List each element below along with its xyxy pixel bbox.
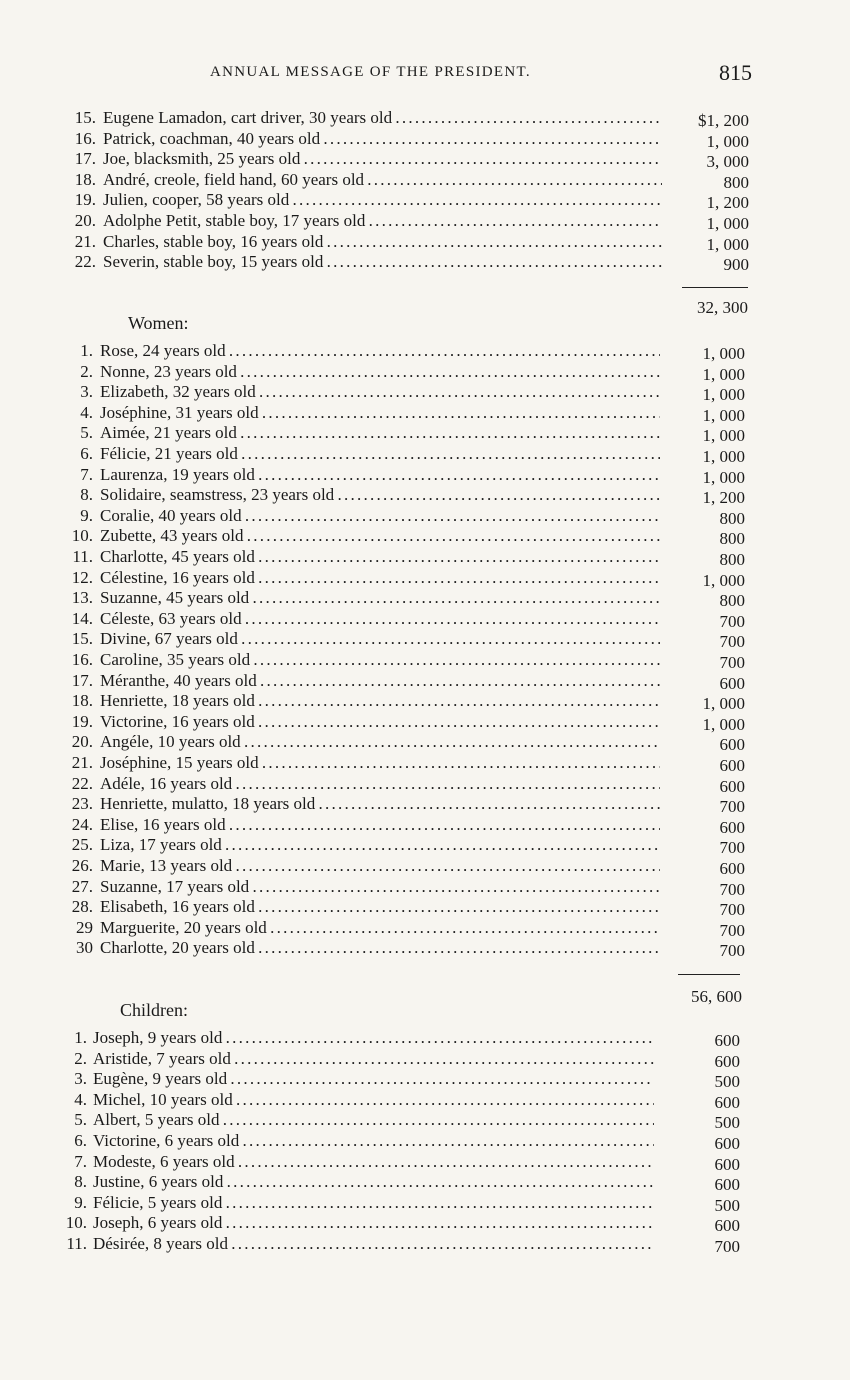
- list-item: [0, 340, 850, 361]
- entry-value: 500: [714, 1072, 740, 1092]
- list-item: [0, 231, 850, 252]
- entry-value: 1, 000: [706, 214, 749, 233]
- list-item: [0, 567, 850, 588]
- entry-number: 30: [76, 938, 93, 958]
- list-item: [0, 361, 850, 382]
- entry-text: Zubette, 43 years old . . .: [100, 525, 660, 546]
- entry-number: 25.: [71, 835, 93, 855]
- list-item: [0, 128, 850, 149]
- list-item: [0, 505, 850, 526]
- entry-text: Patrick, coachman, 40 years old . . .: [103, 128, 662, 149]
- list-item: [0, 1027, 850, 1048]
- entry-text: Julien, cooper, 58 years old . . .: [103, 189, 662, 210]
- entry-number: 24.: [71, 814, 93, 834]
- entry-number: 23.: [71, 794, 93, 814]
- entry-value: 3, 000: [706, 152, 749, 172]
- entry-number: 22.: [71, 773, 93, 793]
- list-item: [0, 731, 850, 755]
- entry-text: Charlotte, 45 years old . . .: [100, 546, 660, 567]
- entry-value: 1, 000: [702, 570, 745, 590]
- entry-value: 600: [714, 1134, 740, 1153]
- entry-text: Liza, 17 years old . . .: [100, 834, 660, 855]
- entry-text: Célestine, 16 years old . . .: [100, 567, 660, 588]
- entry-number: 20.: [71, 732, 93, 752]
- entry-number: 29: [76, 917, 93, 937]
- entry-text: Elise, 16 years old . . .: [100, 814, 660, 835]
- entry-text: Eugene Lamadon, cart driver, 30 years old . . .: [103, 107, 662, 128]
- entry-text: Suzanne, 17 years old . . .: [100, 876, 660, 897]
- entry-number: 28.: [71, 897, 93, 917]
- entry-value: 1, 200: [702, 488, 745, 508]
- entry-number: 11.: [66, 1234, 87, 1253]
- list-item: [0, 608, 850, 629]
- list-item: [0, 107, 850, 128]
- entry-text: Henriette, mulatto, 18 years old . . .: [100, 793, 660, 814]
- entry-value: 700: [719, 838, 745, 858]
- entry-value: 700: [719, 797, 745, 817]
- entry-number: 19.: [71, 711, 93, 731]
- entry-number: 11.: [72, 547, 93, 566]
- list-item: [0, 793, 850, 817]
- list-item: [0, 855, 850, 876]
- entry-value: 600: [719, 673, 745, 693]
- entry-number: 7.: [74, 1151, 87, 1171]
- entry-number: 3.: [80, 382, 93, 402]
- list-item: [0, 525, 850, 549]
- entry-number: 8.: [74, 1172, 87, 1192]
- entry-value: 600: [719, 859, 745, 878]
- list-item: [0, 628, 850, 652]
- list-item: [0, 443, 850, 464]
- entry-value: 900: [723, 255, 749, 275]
- entry-number: 13.: [71, 588, 93, 608]
- entry-number: 10.: [71, 526, 93, 546]
- entry-number: 14.: [71, 608, 93, 628]
- list-item: [0, 1089, 850, 1110]
- entry-text: Félicie, 5 years old . . .: [93, 1192, 654, 1213]
- entry-value: 800: [719, 591, 745, 611]
- entry-text: Joseph, 9 years old . . .: [93, 1027, 654, 1048]
- entry-number: 17.: [71, 670, 93, 690]
- entry-number: 1.: [74, 1028, 87, 1047]
- list-item: [0, 464, 850, 485]
- entry-value: 1, 000: [702, 447, 745, 466]
- entry-value: 1, 000: [702, 714, 745, 734]
- list-item: [0, 381, 850, 405]
- entry-number: 12.: [71, 567, 93, 587]
- entry-value: 600: [719, 756, 745, 775]
- entry-value: 700: [719, 941, 745, 961]
- list-item: [0, 1171, 850, 1195]
- entry-text: Joséphine, 15 years old . . .: [100, 752, 660, 773]
- entry-text: Victorine, 16 years old . . .: [100, 711, 660, 732]
- entry-number: 5.: [74, 1110, 87, 1130]
- entry-value: 700: [719, 632, 745, 652]
- entry-text: Joseph, 6 years old . . .: [93, 1212, 654, 1233]
- list-item: [0, 1130, 850, 1151]
- running-head: ANNUAL MESSAGE OF THE PRESIDENT.: [210, 64, 531, 80]
- list-item: [0, 251, 850, 275]
- entry-text: Severin, stable boy, 15 years old . . .: [103, 251, 662, 272]
- entry-value: 700: [714, 1237, 740, 1256]
- entry-text: Modeste, 6 years old . . .: [93, 1151, 654, 1172]
- list-item: [0, 814, 850, 835]
- entry-number: 6.: [74, 1131, 87, 1150]
- entry-number: 16.: [71, 650, 93, 669]
- entry-value: 800: [719, 508, 745, 528]
- entry-value: 1, 000: [702, 364, 745, 384]
- list-item: [0, 690, 850, 714]
- entry-number: 15.: [74, 108, 96, 127]
- entry-text: Charlotte, 20 years old . . .: [100, 937, 660, 958]
- entry-value: 600: [714, 1154, 740, 1174]
- entry-text: Aristide, 7 years old . . .: [93, 1048, 654, 1069]
- entry-value: 1, 000: [706, 234, 749, 254]
- entry-text: Laurenza, 19 years old . . .: [100, 464, 660, 485]
- list-item: [0, 1109, 850, 1133]
- entry-value: 1, 000: [702, 426, 745, 446]
- entry-value: 1, 200: [706, 193, 749, 213]
- list-item: [0, 917, 850, 938]
- list-item: [0, 752, 850, 773]
- list-item: [0, 834, 850, 858]
- list-item: [0, 148, 850, 172]
- entry-text: Eugène, 9 years old . . .: [93, 1068, 654, 1089]
- list-item: [0, 189, 850, 213]
- men-total-rule: [682, 287, 748, 288]
- entry-number: 9.: [80, 505, 93, 525]
- entry-text: Joe, blacksmith, 25 years old . . .: [103, 148, 662, 169]
- entry-number: 3.: [74, 1069, 87, 1089]
- list-item: [0, 896, 850, 920]
- list-item: [0, 1048, 850, 1069]
- entry-text: Marie, 13 years old . . .: [100, 855, 660, 876]
- entry-text: Félicie, 21 years old . . .: [100, 443, 660, 464]
- entry-number: 5.: [80, 423, 93, 443]
- list-item: [0, 937, 850, 961]
- list-item: [0, 422, 850, 446]
- entry-number: 4.: [74, 1089, 87, 1109]
- entry-number: 6.: [80, 444, 93, 463]
- entry-value: 500: [714, 1113, 740, 1133]
- entry-value: 800: [723, 172, 749, 192]
- list-item: [0, 1233, 850, 1254]
- entry-value: $1, 200: [698, 111, 749, 130]
- entry-value: 600: [714, 1175, 740, 1195]
- entry-text: Joséphine, 31 years old . . .: [100, 402, 660, 423]
- entry-value: 1, 000: [702, 344, 745, 363]
- entry-number: 10.: [65, 1213, 87, 1233]
- entry-text: Michel, 10 years old . . .: [93, 1089, 654, 1110]
- entry-value: 1, 000: [706, 131, 749, 151]
- entry-value: 1, 000: [702, 467, 745, 487]
- entry-value: 700: [719, 653, 745, 672]
- entry-text: Angéle, 10 years old . . .: [100, 731, 660, 752]
- entry-number: 18.: [71, 691, 93, 711]
- list-item: [0, 546, 850, 567]
- entry-text: Nonne, 23 years old . . .: [100, 361, 660, 382]
- list-item: [0, 773, 850, 794]
- entry-text: André, creole, field hand, 60 years old . . .: [103, 169, 662, 190]
- entry-text: Rose, 24 years old . . .: [100, 340, 660, 361]
- entry-value: 600: [719, 735, 745, 755]
- list-item: [0, 169, 850, 190]
- list-item: [0, 1151, 850, 1172]
- entry-text: Caroline, 35 years old . . .: [100, 649, 660, 670]
- list-item: [0, 876, 850, 897]
- entry-text: Coralie, 40 years old . . .: [100, 505, 660, 526]
- entry-number: 19.: [74, 190, 96, 210]
- entry-number: 2.: [74, 1048, 87, 1068]
- list-item: [0, 670, 850, 691]
- entry-text: Méranthe, 40 years old . . .: [100, 670, 660, 691]
- entry-text: Marguerite, 20 years old . . .: [100, 917, 660, 938]
- entry-number: 15.: [71, 629, 93, 649]
- entry-value: 600: [719, 776, 745, 796]
- entry-value: 600: [719, 817, 745, 837]
- entry-value: 500: [714, 1195, 740, 1215]
- entry-value: 600: [714, 1051, 740, 1071]
- entry-number: 20.: [74, 211, 96, 230]
- entry-value: 700: [719, 611, 745, 631]
- page-number: 815: [719, 60, 752, 85]
- women-total-rule: [678, 974, 740, 975]
- entry-text: Céleste, 63 years old . . .: [100, 608, 660, 629]
- entry-value: 1, 000: [702, 694, 745, 714]
- entry-value: 700: [719, 920, 745, 940]
- men-total: 32, 300: [697, 298, 748, 317]
- entry-value: 1, 000: [702, 385, 745, 405]
- entry-value: 600: [714, 1216, 740, 1236]
- list-item: [0, 587, 850, 611]
- entry-text: Justine, 6 years old . . .: [93, 1171, 654, 1192]
- entry-text: Elisabeth, 16 years old . . .: [100, 896, 660, 917]
- entry-value: 700: [719, 900, 745, 920]
- list-item: [0, 1192, 850, 1213]
- list-item: [0, 402, 850, 423]
- entry-value: 800: [719, 550, 745, 569]
- list-item: [0, 649, 850, 670]
- women-total: 56, 600: [691, 987, 742, 1006]
- entry-number: 17.: [74, 149, 96, 169]
- entry-number: 16.: [74, 128, 96, 148]
- entry-value: 600: [714, 1092, 740, 1112]
- entry-text: Henriette, 18 years old . . .: [100, 690, 660, 711]
- entry-number: 4.: [80, 402, 93, 422]
- entry-value: 700: [719, 879, 745, 899]
- entry-text: Suzanne, 45 years old . . .: [100, 587, 660, 608]
- entry-text: Charles, stable boy, 16 years old . . .: [103, 231, 662, 252]
- entry-number: 27.: [71, 876, 93, 896]
- page-header: [0, 60, 850, 90]
- entry-value: 800: [719, 529, 745, 549]
- entry-text: Solidaire, seamstress, 23 years old . . .: [100, 484, 660, 505]
- entry-number: 22.: [74, 252, 96, 272]
- list-item: [0, 1068, 850, 1092]
- entry-text: Elizabeth, 32 years old . . .: [100, 381, 660, 402]
- entry-number: 7.: [80, 464, 93, 484]
- entry-text: Divine, 67 years old . . .: [100, 628, 660, 649]
- entry-text: Adéle, 16 years old . . .: [100, 773, 660, 794]
- entry-value: 1, 000: [702, 405, 745, 425]
- list-item: [0, 210, 850, 231]
- entry-number: 8.: [80, 485, 93, 505]
- entry-text: Désirée, 8 years old . . .: [93, 1233, 654, 1254]
- entry-number: 18.: [74, 169, 96, 189]
- women-heading: Women:: [128, 313, 189, 333]
- entry-number: 9.: [74, 1192, 87, 1212]
- entry-text: Adolphe Petit, stable boy, 17 years old . . .: [103, 210, 662, 231]
- children-heading: Children:: [120, 1000, 188, 1020]
- entry-text: Victorine, 6 years old . . .: [93, 1130, 654, 1151]
- entry-text: Albert, 5 years old . . .: [93, 1109, 654, 1130]
- list-item: [0, 484, 850, 508]
- entry-text: Aimée, 21 years old . . .: [100, 422, 660, 443]
- entry-number: 21.: [71, 753, 93, 772]
- list-item: [0, 711, 850, 732]
- entry-number: 21.: [74, 231, 96, 251]
- entry-value: 600: [714, 1031, 740, 1050]
- entry-number: 2.: [80, 361, 93, 381]
- list-item: [0, 1212, 850, 1236]
- entry-number: 1.: [80, 341, 93, 360]
- entry-number: 26.: [71, 856, 93, 875]
